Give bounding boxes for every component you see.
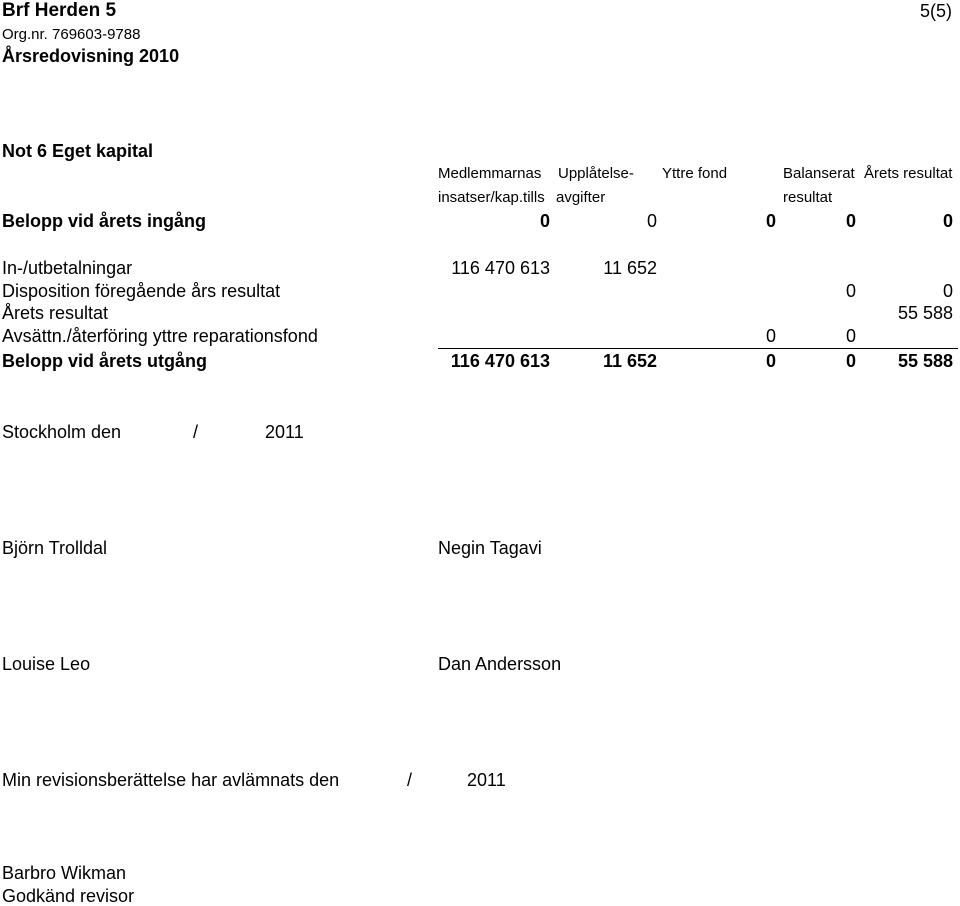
col-header-fees-line2: avgifter (556, 189, 606, 206)
date-year: 2011 (265, 422, 304, 442)
signer-name: Louise Leo (2, 654, 91, 674)
audit-date-year: 2011 (467, 770, 506, 790)
org-number: Org.nr. 769603-9788 (2, 26, 141, 43)
cell-value: 0 (942, 211, 953, 231)
col-header-fund: Yttre fond (662, 165, 728, 182)
row-label: Belopp vid årets utgång (2, 351, 208, 371)
cell-value: 0 (646, 211, 657, 231)
date-slash: / (193, 422, 199, 442)
page-number: 5(5) (919, 1, 952, 21)
row-label: Avsättn./återföring yttre reparationsfond (2, 326, 318, 346)
col-header-retained-line1: Balanserat (783, 165, 855, 182)
cell-value: 11 652 (602, 351, 657, 371)
cell-value: 0 (942, 281, 953, 301)
cell-value: 0 (765, 351, 776, 371)
cell-value: 0 (765, 326, 776, 346)
row-label: Belopp vid årets ingång (2, 211, 207, 231)
place-label: Stockholm den (2, 422, 122, 442)
note-title: Not 6 Eget kapital (2, 141, 154, 161)
cell-value: 116 470 613 (450, 351, 550, 371)
cell-value: 0 (845, 281, 856, 301)
signer-name: Dan Andersson (438, 654, 562, 674)
cell-value: 0 (845, 211, 856, 231)
cell-value: 55 588 (897, 303, 953, 323)
col-header-year-result: Årets resultat (864, 165, 953, 182)
cell-value: 0 (539, 211, 550, 231)
cell-value: 55 588 (897, 351, 953, 371)
cell-value: 0 (845, 351, 856, 371)
cell-value: 0 (765, 211, 776, 231)
col-header-members-line1: Medlemmarnas (438, 165, 542, 182)
report-title: Årsredovisning 2010 (2, 46, 180, 66)
auditor-name: Barbro Wikman (2, 863, 127, 883)
signer-name: Björn Trolldal (2, 538, 108, 558)
col-header-retained-line2: resultat (783, 189, 833, 206)
cell-value: 11 652 (603, 258, 657, 278)
audit-statement-text: Min revisionsberättelse har avlämnats den (2, 770, 340, 790)
cell-value: 0 (845, 326, 856, 346)
col-header-members-line2: insatser/kap.tills (438, 189, 545, 206)
signer-name: Negin Tagavi (438, 538, 542, 558)
company-name: Brf Herden 5 (2, 0, 117, 21)
row-label: In-/utbetalningar (2, 258, 133, 278)
col-header-fees-line1: Upplåtelse- (558, 165, 634, 182)
cell-value: 116 470 613 (451, 258, 550, 278)
audit-date-slash: / (407, 770, 413, 790)
row-label: Disposition föregående års resultat (2, 281, 281, 301)
row-label: Årets resultat (2, 303, 109, 323)
auditor-title: Godkänd revisor (2, 886, 135, 906)
total-separator-line (438, 348, 958, 349)
